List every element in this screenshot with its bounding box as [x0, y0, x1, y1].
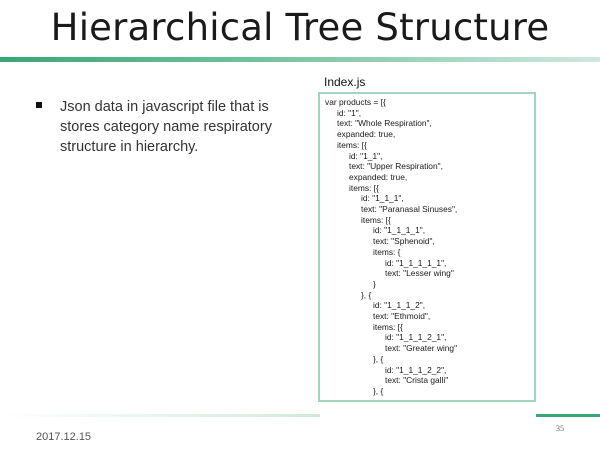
code-line: text: "Paranasal Sinuses",	[361, 204, 458, 215]
code-line: }, {	[361, 289, 372, 300]
code-line: text: "Sphenoid",	[373, 236, 435, 247]
code-filename-label: Index.js	[324, 75, 366, 89]
page-number: 35	[556, 424, 564, 433]
code-line: text: "Whole Respiration",	[337, 118, 432, 129]
title-underline	[0, 57, 600, 62]
code-line: text: "Crista galli"	[385, 375, 449, 386]
code-line: expanded: true,	[337, 129, 396, 140]
code-line: items: {	[373, 246, 401, 257]
code-line: id: "1_1_1_1",	[373, 225, 426, 236]
code-line: id: "1",	[337, 107, 362, 118]
code-line: var products = [{	[325, 97, 386, 107]
code-line: }, {	[373, 385, 384, 396]
code-line: text: "Lesser wing"	[385, 268, 454, 279]
code-line: id: "1_1_1_2",	[373, 300, 426, 311]
code-line: id: "1_1_1_2_2",	[385, 364, 447, 375]
slide-title: Hierarchical Tree Structure	[50, 6, 550, 49]
code-line: items: [{	[361, 214, 391, 225]
code-line: id: "1_1",	[349, 150, 383, 161]
code-line: id: "1_1_1_1_1",	[385, 257, 447, 268]
code-line: text: "Upper Respiration",	[349, 161, 443, 172]
bullet-text: Json data in javascript file that is stores category name respiratory structure in hierarchy.	[60, 99, 272, 155]
code-line: items: [{	[373, 321, 403, 332]
code-box	[318, 92, 536, 402]
footer-divider-left	[0, 414, 320, 417]
square-bullet-icon	[36, 102, 42, 108]
code-line: items: [{	[349, 182, 379, 193]
code-line: expanded: true,	[349, 171, 408, 182]
bullet-item	[36, 97, 296, 157]
code-line: text: "Ethmoid",	[373, 311, 431, 322]
code-line: }	[373, 278, 376, 289]
slide-date: 2017.12.15	[36, 431, 92, 443]
bullet-list	[36, 97, 296, 157]
code-line: text: "Greater wing"	[385, 343, 458, 354]
code-line: id: "1_1_1",	[361, 193, 404, 204]
code-line: }, {	[373, 353, 384, 364]
code-line: id: "1_1_1_2_1",	[385, 332, 447, 343]
code-line: items: [{	[337, 139, 367, 150]
footer-divider-right	[536, 414, 600, 417]
